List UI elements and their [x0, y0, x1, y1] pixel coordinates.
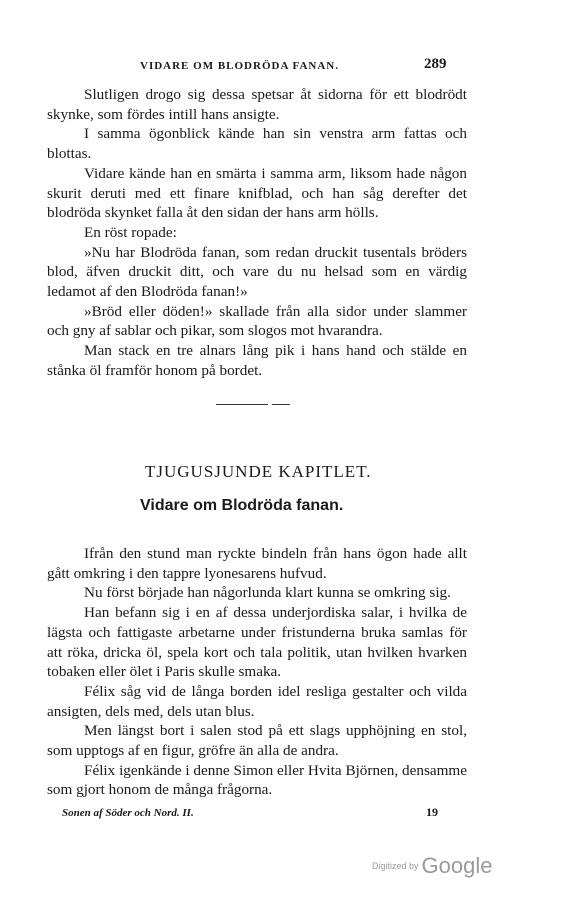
paragraph: Nu först började han någorlunda klart kunna se omkring sig. [84, 584, 451, 602]
paragraph: I samma ögonblick kände han sin venstra arm fattas och blottas. [47, 125, 467, 163]
paragraph: En röst ropade: [84, 223, 177, 241]
printer-signature: Sonen af Söder och Nord. II. [62, 807, 194, 819]
paragraph: Han befann sig i en af dessa underjordiska salar, i hvilka de lägsta och fattigaste arbetarne under fristunderna bruka samlas för att röka, dricka öl, spela kort och tala politik, utan hvilken hvarken tobaken eller ölet i Paris skulle smaka. [47, 604, 467, 681]
paragraph: Ifrån den stund man ryckte bindeln från hans ögon hade allt gått omkring i den tappre lyonesarens hufvud. [47, 545, 467, 582]
paragraph: Men längst bort i salen stod på ett slags upphöjning en stol, som upptogs af en figur, gröfre än alla de andra. [47, 722, 467, 760]
watermark-prefix: Digitized by [372, 861, 419, 871]
page-number: 289 [424, 56, 447, 72]
signature-number: 19 [426, 805, 438, 819]
section-divider [216, 404, 268, 405]
paragraph: Slutligen drogo sig dessa spetsar åt sidorna för ett blodrödt skynke, som fördes intill hans ansigte. [47, 86, 467, 123]
paragraph: Félix igenkände i denne Simon eller Hvita Björnen, densamme som gjort honom de många frågorna. [47, 761, 467, 799]
paragraph: »Nu har Blodröda fanan, som redan druckit tusentals bröders blod, äfven druckit ditt, och vare du nu helsad som en värdig ledamot af den Blodröda fanan!» [47, 243, 467, 301]
paragraph: Vidare kände han en smärta i samma arm, liksom hade någon skurit deruti med ett finare knifblad, och han såg derefter det blodröda skynket falla åt den sidan der hans arm hölls. [47, 164, 467, 222]
digitized-watermark [372, 853, 492, 879]
chapter-heading: TJUGUSJUNDE KAPITLET. [145, 462, 372, 481]
paragraph: »Bröd eller döden!» skallade från alla sidor under slammer och gny af sablar och pikar, som slogos mot hvarandra. [47, 302, 467, 340]
chapter-title: Vidare om Blodröda fanan. [140, 497, 344, 514]
section-1-text [47, 85, 467, 381]
running-title: VIDARE OM BLODRÖDA FANAN. [140, 60, 339, 72]
paragraph: Man stack en tre alnars lång pik i hans hand och stälde en stånka öl framför honom på bordet. [47, 342, 467, 379]
section-2-text [47, 544, 467, 800]
google-logo: Google [421, 853, 493, 878]
paragraph: Félix såg vid de långa borden idel resliga gestalter och vilda ansigten, dels med, dels utan blus. [47, 682, 467, 720]
section-divider [272, 404, 290, 405]
